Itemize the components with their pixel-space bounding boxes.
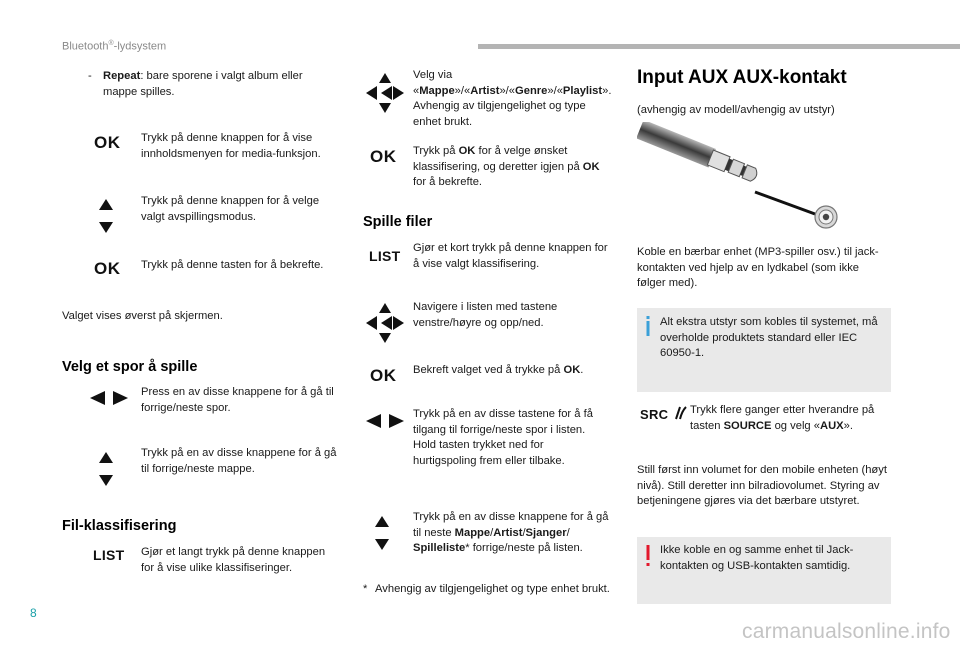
- heading-spille-filer: Spille filer: [363, 214, 433, 230]
- term-ok: OK: [582, 160, 600, 173]
- text-run: for å bekrefte.: [413, 176, 483, 188]
- connect-text: Koble en bærbar enhet (MP3-spiller osv.) til jack-kontakten ved hjelp av en lydkabel (som ikke følger med).: [637, 246, 879, 289]
- warning-note-text: Ikke koble en og samme enhet til Jack-kontakten og USB-kontakten samtidig.: [660, 544, 854, 572]
- text-run: Trykk på: [413, 145, 459, 157]
- ok-icon: OK: [370, 366, 397, 385]
- warning-icon: [645, 545, 651, 567]
- text-run: Bekreft valget ved å trykke på: [413, 364, 564, 376]
- term-source: SOURCE: [723, 419, 772, 432]
- four-way-arrows-icon: [364, 71, 406, 115]
- availability-note: Avhengig av tilgjengelighet og type enhet brukt.: [413, 100, 586, 128]
- page-title: Input AUX AUX-kontakt: [637, 67, 847, 88]
- term-ok: OK: [563, 364, 581, 376]
- text-run: Trykk på en av disse knappene for å gå til neste: [413, 511, 609, 539]
- registered-mark: ®: [108, 40, 114, 47]
- ok-icon: OK: [370, 147, 397, 166]
- text-run: for å velge ønsket klassifisering, og deretter igjen på: [413, 145, 583, 173]
- footnote: [363, 582, 613, 598]
- text-run: /: [522, 526, 526, 539]
- term-artist: Artist: [493, 526, 523, 539]
- term-spilleliste: Spilleliste: [413, 542, 466, 554]
- classification-choice-text: [413, 68, 613, 130]
- term-mappe: Mappe: [454, 526, 491, 539]
- navigate-list-text: Navigere i listen med tastene venstre/høyre og opp/ned.: [413, 301, 558, 329]
- jack-plug-icon: [637, 122, 847, 232]
- src-icon: [640, 406, 687, 424]
- section-header-title: Bluetooth: [62, 40, 109, 53]
- prev-next-folder-text: Trykk på en av disse knappene for å gå til forrige/neste mappe.: [141, 447, 337, 475]
- text-run: /: [566, 526, 570, 539]
- text-run: ».: [602, 84, 612, 97]
- info-note-text: Alt ekstra utstyr som kobles til systemet, må overholde produktets standard eller IEC 60950-1.: [660, 316, 878, 359]
- text-run: * forrige/neste på listen.: [465, 542, 583, 554]
- next-category-text: [413, 510, 613, 557]
- ok-menu-text: Trykk på denne knappen for å vise innholdsmenyen for media-funksjon.: [141, 132, 321, 160]
- text-run: »/«: [547, 84, 563, 97]
- term-sjanger: Sjanger: [525, 526, 567, 539]
- term-aux: AUX: [819, 419, 844, 432]
- four-way-arrows-icon: [364, 301, 406, 345]
- list-icon: LIST: [93, 547, 125, 563]
- text-run: ».: [843, 419, 853, 432]
- term-genre: Genre: [515, 84, 548, 97]
- info-icon: [643, 316, 653, 336]
- text-run: /: [490, 526, 494, 539]
- repeat-term: Repeat: [103, 70, 141, 82]
- source-aux-text: [690, 403, 890, 434]
- bullet-dash: -: [88, 70, 92, 82]
- up-down-arrows-icon: [372, 513, 392, 553]
- heading-fil-klassifisering: Fil-klassifisering: [62, 518, 177, 534]
- header-bar: [478, 44, 960, 49]
- term-mappe: Mappe: [419, 84, 455, 97]
- ok-icon: OK: [94, 259, 121, 278]
- ok-icon: OK: [94, 133, 121, 152]
- left-right-arrows-icon: [363, 412, 407, 430]
- src-label: SRC: [640, 407, 669, 422]
- info-box: [637, 308, 891, 392]
- text-run: og velg «: [771, 419, 820, 432]
- heading-velg-spor: Velg et spor å spille: [62, 359, 198, 375]
- prev-next-track-text: Press en av disse knappene for å gå til forrige/neste spor.: [141, 386, 334, 414]
- subtitle: (avhengig av modell/avhengig av utstyr): [637, 104, 835, 116]
- term-ok: OK: [458, 145, 476, 157]
- ok-select-text: [413, 144, 608, 191]
- short-press-list-text: Gjør et kort trykk på denne knappen for å vise valgt klassifisering.: [413, 242, 608, 270]
- text-run: Velg via «: [413, 69, 453, 97]
- track-list-text: Trykk på en av disse tastene for å få tilgang til forrige/neste spor i listen. Hold tasten trykket ned for hurtigspoling frem eller tilbake.: [413, 408, 593, 467]
- list-icon: LIST: [369, 248, 401, 264]
- term-playlist: Playlist: [562, 84, 603, 97]
- up-down-arrows-icon: [96, 449, 116, 489]
- volume-text: Still først inn volumet for den mobile enheten (høyt nivå). Still deretter inn bilradiovolumet. Styring av betjeningene gjøres via det bærbare utstyret.: [637, 464, 887, 507]
- left-right-arrows-icon: [87, 389, 131, 407]
- up-down-arrows-icon: [96, 196, 116, 236]
- section-header-suffix: -lydsystem: [113, 40, 167, 53]
- page-number: 8: [30, 606, 37, 620]
- text-run: .: [580, 364, 584, 376]
- phone-handset-icon: [673, 406, 687, 420]
- confirm-text: Trykk på denne tasten for å bekrefte.: [141, 259, 324, 271]
- confirm-selection-text: [413, 363, 608, 379]
- text-run: »/«: [499, 84, 516, 97]
- long-press-list-text: Gjør et langt trykk på denne knappen for å vise ulike klassifiseringer.: [141, 546, 326, 574]
- play-mode-text: Trykk på denne knappen for å velge valgt avspillingsmodus.: [141, 195, 320, 223]
- repeat-item: [88, 69, 338, 100]
- footnote-marker: *: [363, 583, 368, 595]
- repeat-description: : bare sporene i valgt album eller mappe spilles.: [103, 70, 303, 98]
- footnote-text: Avhengig av tilgjengelighet og type enhet brukt.: [375, 583, 610, 595]
- warning-box: [637, 537, 891, 604]
- watermark: carmanualsonline.info: [742, 620, 951, 643]
- section-header: [62, 40, 166, 53]
- term-artist: Artist: [470, 84, 500, 97]
- selection-note: Valget vises øverst på skjermen.: [62, 310, 223, 322]
- text-run: »/«: [454, 84, 471, 97]
- text-run: Trykk flere ganger etter hverandre på tasten: [690, 404, 875, 432]
